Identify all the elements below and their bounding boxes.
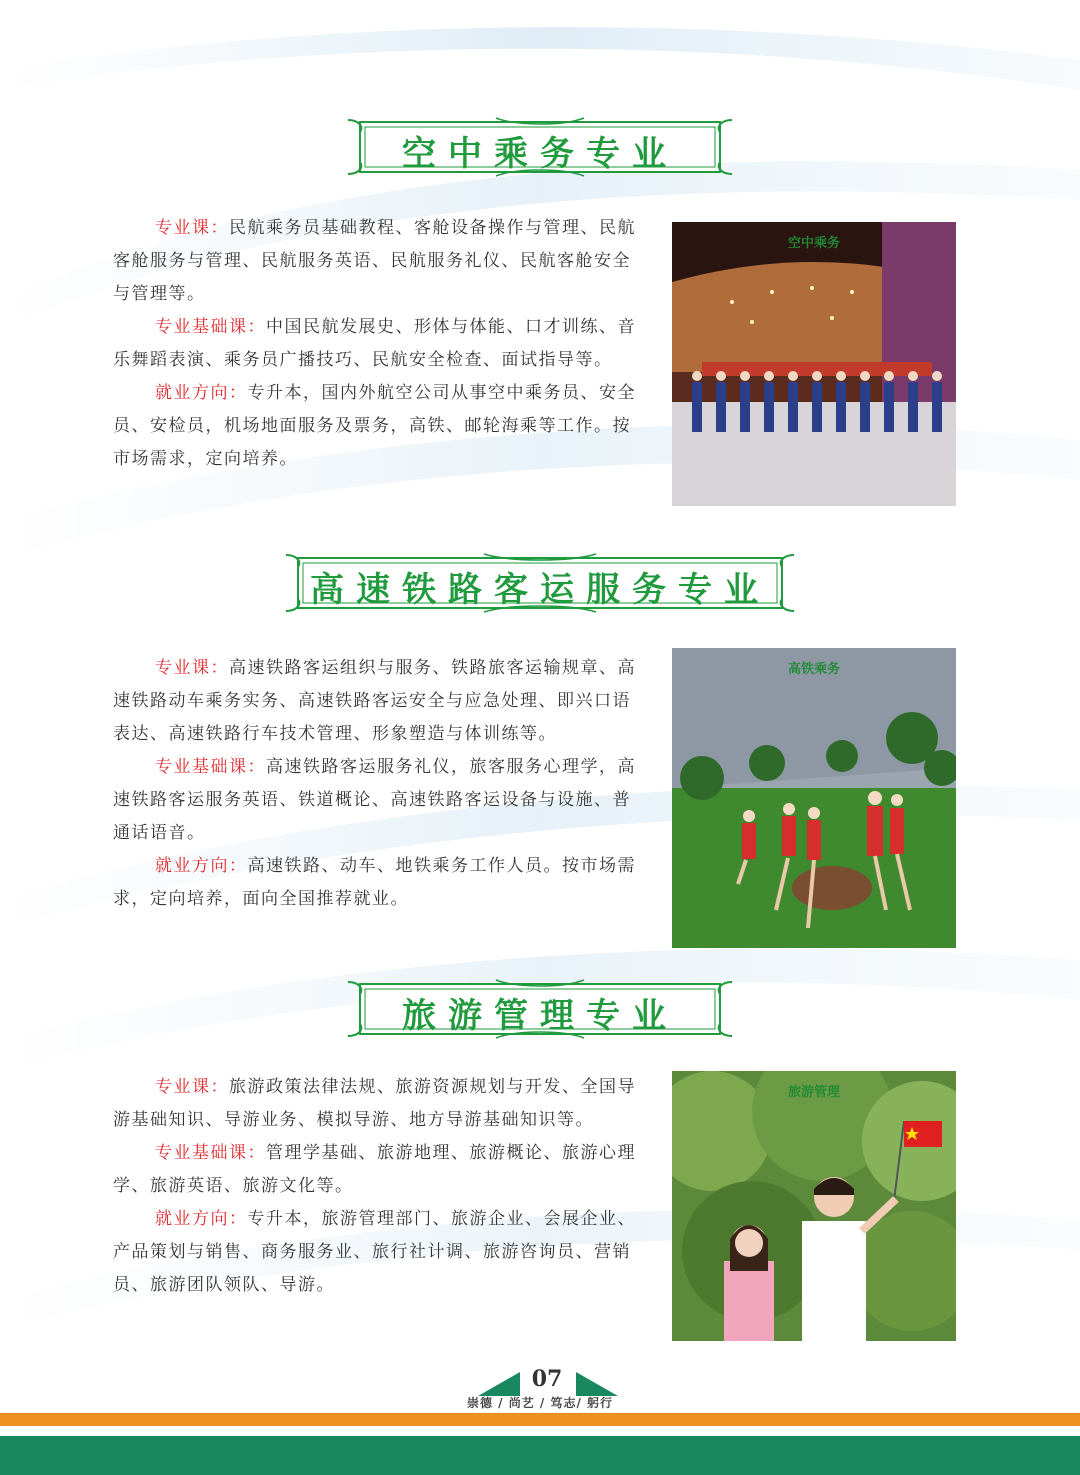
course-text: 高速铁路客运组织与服务、铁路旅客运输规章、高速铁路动车乘务实务、高速铁路客运安全与应急处理、即兴口语表达、高速铁路行车技术管理、形象塑造与体训练等。 xyxy=(113,658,636,744)
stage-photo-icon xyxy=(672,222,956,506)
section-1-photo-caption: 空中乘务 xyxy=(787,236,840,251)
footer-green-bar xyxy=(0,1436,1080,1475)
career-text: 专升本，旅游管理部门、旅游企业、会展企业、产品策划与销售、商务服务业、旅行社计调、旅游咨询员、营销员、旅游团队领队、导游。 xyxy=(113,1209,636,1295)
section-2-photo xyxy=(672,648,956,948)
career-label: 就业方向： xyxy=(155,383,248,403)
section-2-title-frame xyxy=(284,551,796,615)
basic-label: 专业基础课： xyxy=(155,1143,266,1163)
career-label: 就业方向： xyxy=(155,856,248,876)
basic-label: 专业基础课： xyxy=(155,757,266,777)
section-2-course xyxy=(113,652,643,751)
career-text: 高速铁路、动车、地铁乘务工作人员。按市场需求，定向培养，面向全国推荐就业。 xyxy=(113,856,636,909)
section-2-body xyxy=(113,652,643,916)
section-3-body xyxy=(113,1071,643,1302)
section-1-course xyxy=(113,212,643,311)
section-1-career xyxy=(113,377,643,476)
section-1-title-frame xyxy=(346,116,734,178)
course-label: 专业课： xyxy=(155,218,229,238)
section-3-photo-caption: 旅游管理 xyxy=(787,1085,840,1100)
section-2-basic xyxy=(113,751,643,850)
section-3-course xyxy=(113,1071,643,1137)
section-1-body xyxy=(113,212,643,476)
basic-text: 管理学基础、旅游地理、旅游概论、旅游心理学、旅游英语、旅游文化等。 xyxy=(113,1143,636,1196)
section-1-title: 空中乘务专业 xyxy=(402,134,678,174)
page-number: 07 xyxy=(531,1366,563,1392)
footer-orange-bar xyxy=(0,1413,1080,1426)
course-label: 专业课： xyxy=(155,658,229,678)
basic-label: 专业基础课： xyxy=(155,317,266,337)
course-label: 专业课： xyxy=(155,1077,229,1097)
course-text: 旅游政策法律法规、旅游资源规划与开发、全国导游基础知识、导游业务、模拟导游、地方导游基础知识等。 xyxy=(113,1077,636,1130)
section-3-basic xyxy=(113,1137,643,1203)
career-text: 专升本，国内外航空公司从事空中乘务员、安全员、安检员，机场地面服务及票务，高铁、邮轮海乘等工作。按市场需求，定向培养。 xyxy=(113,383,636,469)
section-1-basic xyxy=(113,311,643,377)
section-2-title: 高速铁路客运服务专业 xyxy=(310,570,770,610)
basic-text: 高速铁路客运服务礼仪，旅客服务心理学，高速铁路客运服务英语、铁道概论、高速铁路客运设备与设施、普通话语音。 xyxy=(113,757,636,843)
section-3-photo xyxy=(672,1071,956,1341)
footer-motto: 崇德 / 尚艺 / 笃志/ 躬行 xyxy=(466,1396,614,1410)
section-3-title: 旅游管理专业 xyxy=(402,996,678,1036)
section-1-photo xyxy=(672,222,956,506)
section-3-title-frame xyxy=(346,978,734,1040)
basic-text: 中国民航发展史、形体与体能、口才训练、音乐舞蹈表演、乘务员广播技巧、民航安全检查、面试指导等。 xyxy=(113,317,636,370)
course-text: 民航乘务员基础教程、客舱设备操作与管理、民航客舱服务与管理、民航服务英语、民航服务礼仪、民航客舱安全与管理等。 xyxy=(113,218,636,304)
outdoor-group-photo-icon xyxy=(672,648,956,948)
section-2-photo-caption: 高铁乘务 xyxy=(787,662,840,677)
section-3-career xyxy=(113,1203,643,1302)
section-2-career xyxy=(113,850,643,916)
career-label: 就业方向： xyxy=(155,1209,248,1229)
tourism-photo-icon xyxy=(672,1071,956,1341)
